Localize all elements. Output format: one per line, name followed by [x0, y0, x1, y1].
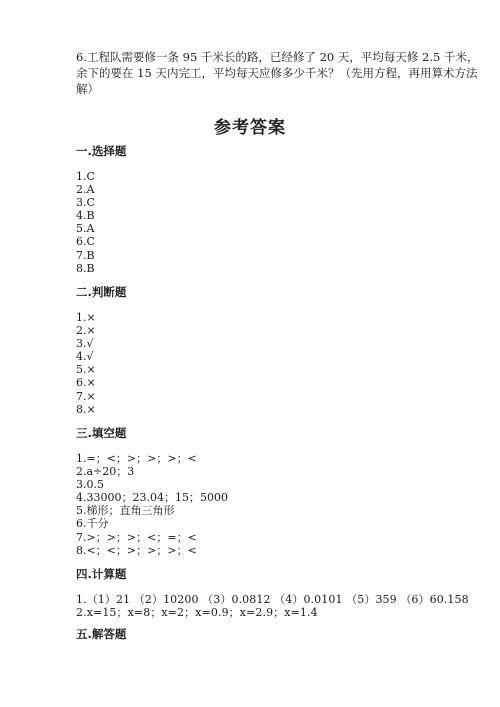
- section-title: 四.计算题: [76, 567, 127, 581]
- section-title: 二.判断题: [76, 285, 127, 299]
- answers-title: 参考答案: [214, 118, 286, 138]
- answer-item: 6.C: [76, 235, 95, 249]
- section-multiple-choice: [76, 144, 456, 275]
- section-word-problems: [76, 627, 456, 641]
- answer-item: 4.33000；23.04；15；5000: [76, 491, 228, 505]
- answer-item: 8.B: [76, 261, 95, 275]
- answer-list: [76, 170, 456, 275]
- answer-item: 4.√: [76, 350, 94, 364]
- answer-item: 4.B: [76, 209, 95, 223]
- problem-line: 解）: [76, 82, 99, 96]
- answer-item: 2.x=15；x=8；x=2；x=0.9；x=2.9；x=1.4: [76, 606, 318, 620]
- section-title: 一.选择题: [76, 144, 127, 158]
- answer-item: 3.C: [76, 196, 95, 210]
- answer-item: 7.B: [76, 248, 95, 262]
- answer-item: 2.a÷20；3: [76, 465, 135, 479]
- section-title: 三.填空题: [76, 426, 127, 440]
- problem-line: 余下的要在 15 天内完工，平均每天应修多少千米？（先用方程，再用算术方法: [76, 66, 478, 80]
- problem-6: [76, 49, 479, 97]
- answer-item: 5.梯形；直角三角形: [76, 504, 175, 518]
- answer-item: 8.<；<；>；>；>；<: [76, 543, 197, 557]
- answer-item: 2.×: [76, 324, 96, 338]
- answer-item: 5.×: [76, 363, 96, 377]
- answer-item: 3.√: [76, 337, 94, 351]
- answer-item: 6.×: [76, 376, 96, 390]
- answer-item: 3.0.5: [76, 478, 104, 492]
- answer-item: 6.千分: [76, 517, 109, 531]
- answer-item: 7.×: [76, 389, 96, 403]
- answer-item: 1.C: [76, 170, 95, 183]
- answer-item: 2.A: [76, 183, 95, 197]
- section-true-false: [76, 285, 456, 416]
- answer-list: [76, 452, 456, 557]
- section-fill-in-blank: [76, 426, 456, 557]
- answer-item: 1.=；<；>；>；>；<: [76, 452, 197, 465]
- answer-item: 8.×: [76, 402, 96, 416]
- answer-item: 5.A: [76, 222, 95, 236]
- section-title: 五.解答题: [76, 627, 127, 641]
- answer-item: 7.>；>；>；<；=；<: [76, 530, 197, 544]
- answer-list: [76, 593, 469, 620]
- answer-list: [76, 311, 456, 416]
- answer-item: 1.（1）21 （2）10200 （3）0.0812 （4）0.0101 （5）359 （6）60.158: [76, 593, 469, 606]
- problem-line: 6.工程队需要修一条 95 千米长的路，已经修了 20 天，平均每天修 2.5 千米，: [76, 50, 479, 64]
- answer-item: 1.×: [76, 311, 96, 324]
- section-calculation: [76, 567, 469, 620]
